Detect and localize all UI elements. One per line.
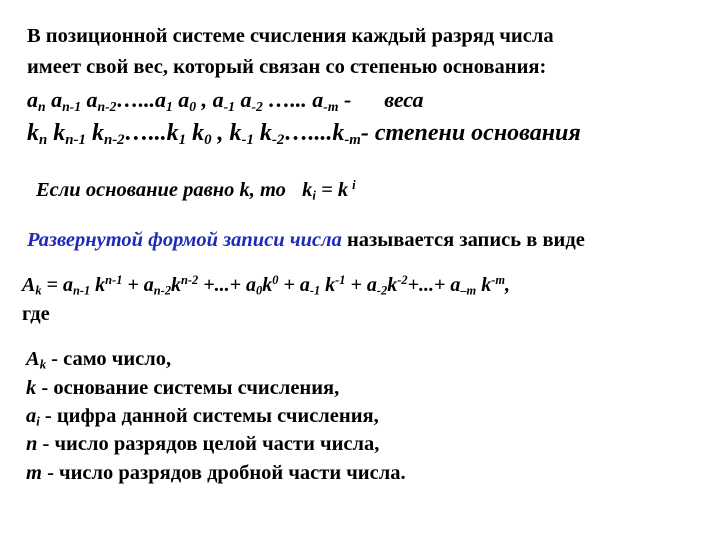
intro-text-2: имеет свой вес, который связан со степенью основания: [27,56,547,78]
definition-item [26,349,406,378]
powers-dots-1: …... [124,120,167,146]
definition-symbol: $A_k$ [26,348,47,372]
power-k-minus-1: $k_{-1}$ [229,120,254,149]
power-k-minus-2: $k_{-2}$ [259,120,285,149]
definition-item [26,378,406,406]
powers-line [27,120,581,149]
formula-tail: , [504,274,510,296]
power-k-n-1: $k_{n-1}$ [53,120,86,149]
definition-text: - основание системы счисления, [41,377,340,399]
weight-a-minus-1: $a_{-1}$ [212,87,235,114]
powers-comma: , [217,120,224,146]
definition-item [26,434,406,463]
formula-term-5: + $a_{-2}k^{-2}$ [350,273,408,298]
weights-dots-1: …... [116,87,155,112]
definition-text: - число разрядов целой части числа, [42,433,380,455]
base-rule-text: Если основание равно k, то [36,179,286,201]
expanded-line [27,230,585,251]
where-text: где [22,303,50,325]
weights-comma: , [201,87,208,112]
weight-a-minus-m: $a_{-m}$ [312,87,339,114]
weight-a-1: $a_1$ [154,87,173,114]
formula-term-6: +...+ $a_{-m}$ $k^{-m}$ [407,273,505,298]
power-k-minus-m: $k_{-m}$ [332,120,361,149]
definition-symbol: $a_i$ [26,405,40,429]
definition-text: - число разрядов дробной части числа. [47,462,406,484]
formula-term-4: + $a_{-1}$ $k^{-1}$ [283,273,346,298]
weights-line [27,87,424,114]
base-rule-formula: $k_i = k$ $^i$ [302,178,356,203]
intro-line-1 [27,26,554,47]
powers-label: степени основания [374,120,581,146]
weights-dots-2: …... [268,87,307,112]
definition-item [26,463,406,491]
weight-a-n: $a_n$ [27,87,46,114]
formula-A: $A_k$ [22,274,42,298]
definition-symbol: k [26,377,37,399]
definition-symbol: m [26,462,42,484]
base-rule-line [36,180,356,201]
formula-term-3: +...+ $a_0k^0$ [203,273,279,298]
powers-dots-2: ….... [284,120,333,146]
formula-where [22,304,50,325]
definition-item [26,406,406,434]
formula-line [22,273,510,298]
weights-label: веса [384,87,424,112]
weight-a-0: $a_0$ [178,87,197,114]
formula-term-1: = $a_{n-1}$ $k^{n-1}$ [46,273,123,298]
expanded-term: Развернутой формой записи числа [27,229,342,251]
formula-term-2: + $a_{n-2}k^{n-2}$ [127,273,199,298]
definition-symbol: n [26,433,38,455]
definition-text: - цифра данной системы счисления, [44,405,379,427]
power-k-n: $k_n$ [27,120,48,149]
power-k-n-2: $k_{n-2}$ [91,120,125,149]
intro-line-2 [27,57,546,78]
weights-dash: - [343,87,352,112]
weight-a-n-2: $a_{n-2}$ [86,87,117,114]
power-k-1: $k_1$ [166,120,187,149]
weight-a-minus-2: $a_{-2}$ [240,87,263,114]
definitions-list [26,349,406,491]
weight-a-n-1: $a_{n-1}$ [51,87,82,114]
powers-dash: - [360,120,369,146]
power-k-0: $k_0$ [192,120,212,149]
definition-text: - само число, [51,348,172,370]
intro-text-1: В позиционной системе счисления каждый разряд числа [27,25,554,47]
expanded-rest: называется запись в виде [346,229,585,251]
